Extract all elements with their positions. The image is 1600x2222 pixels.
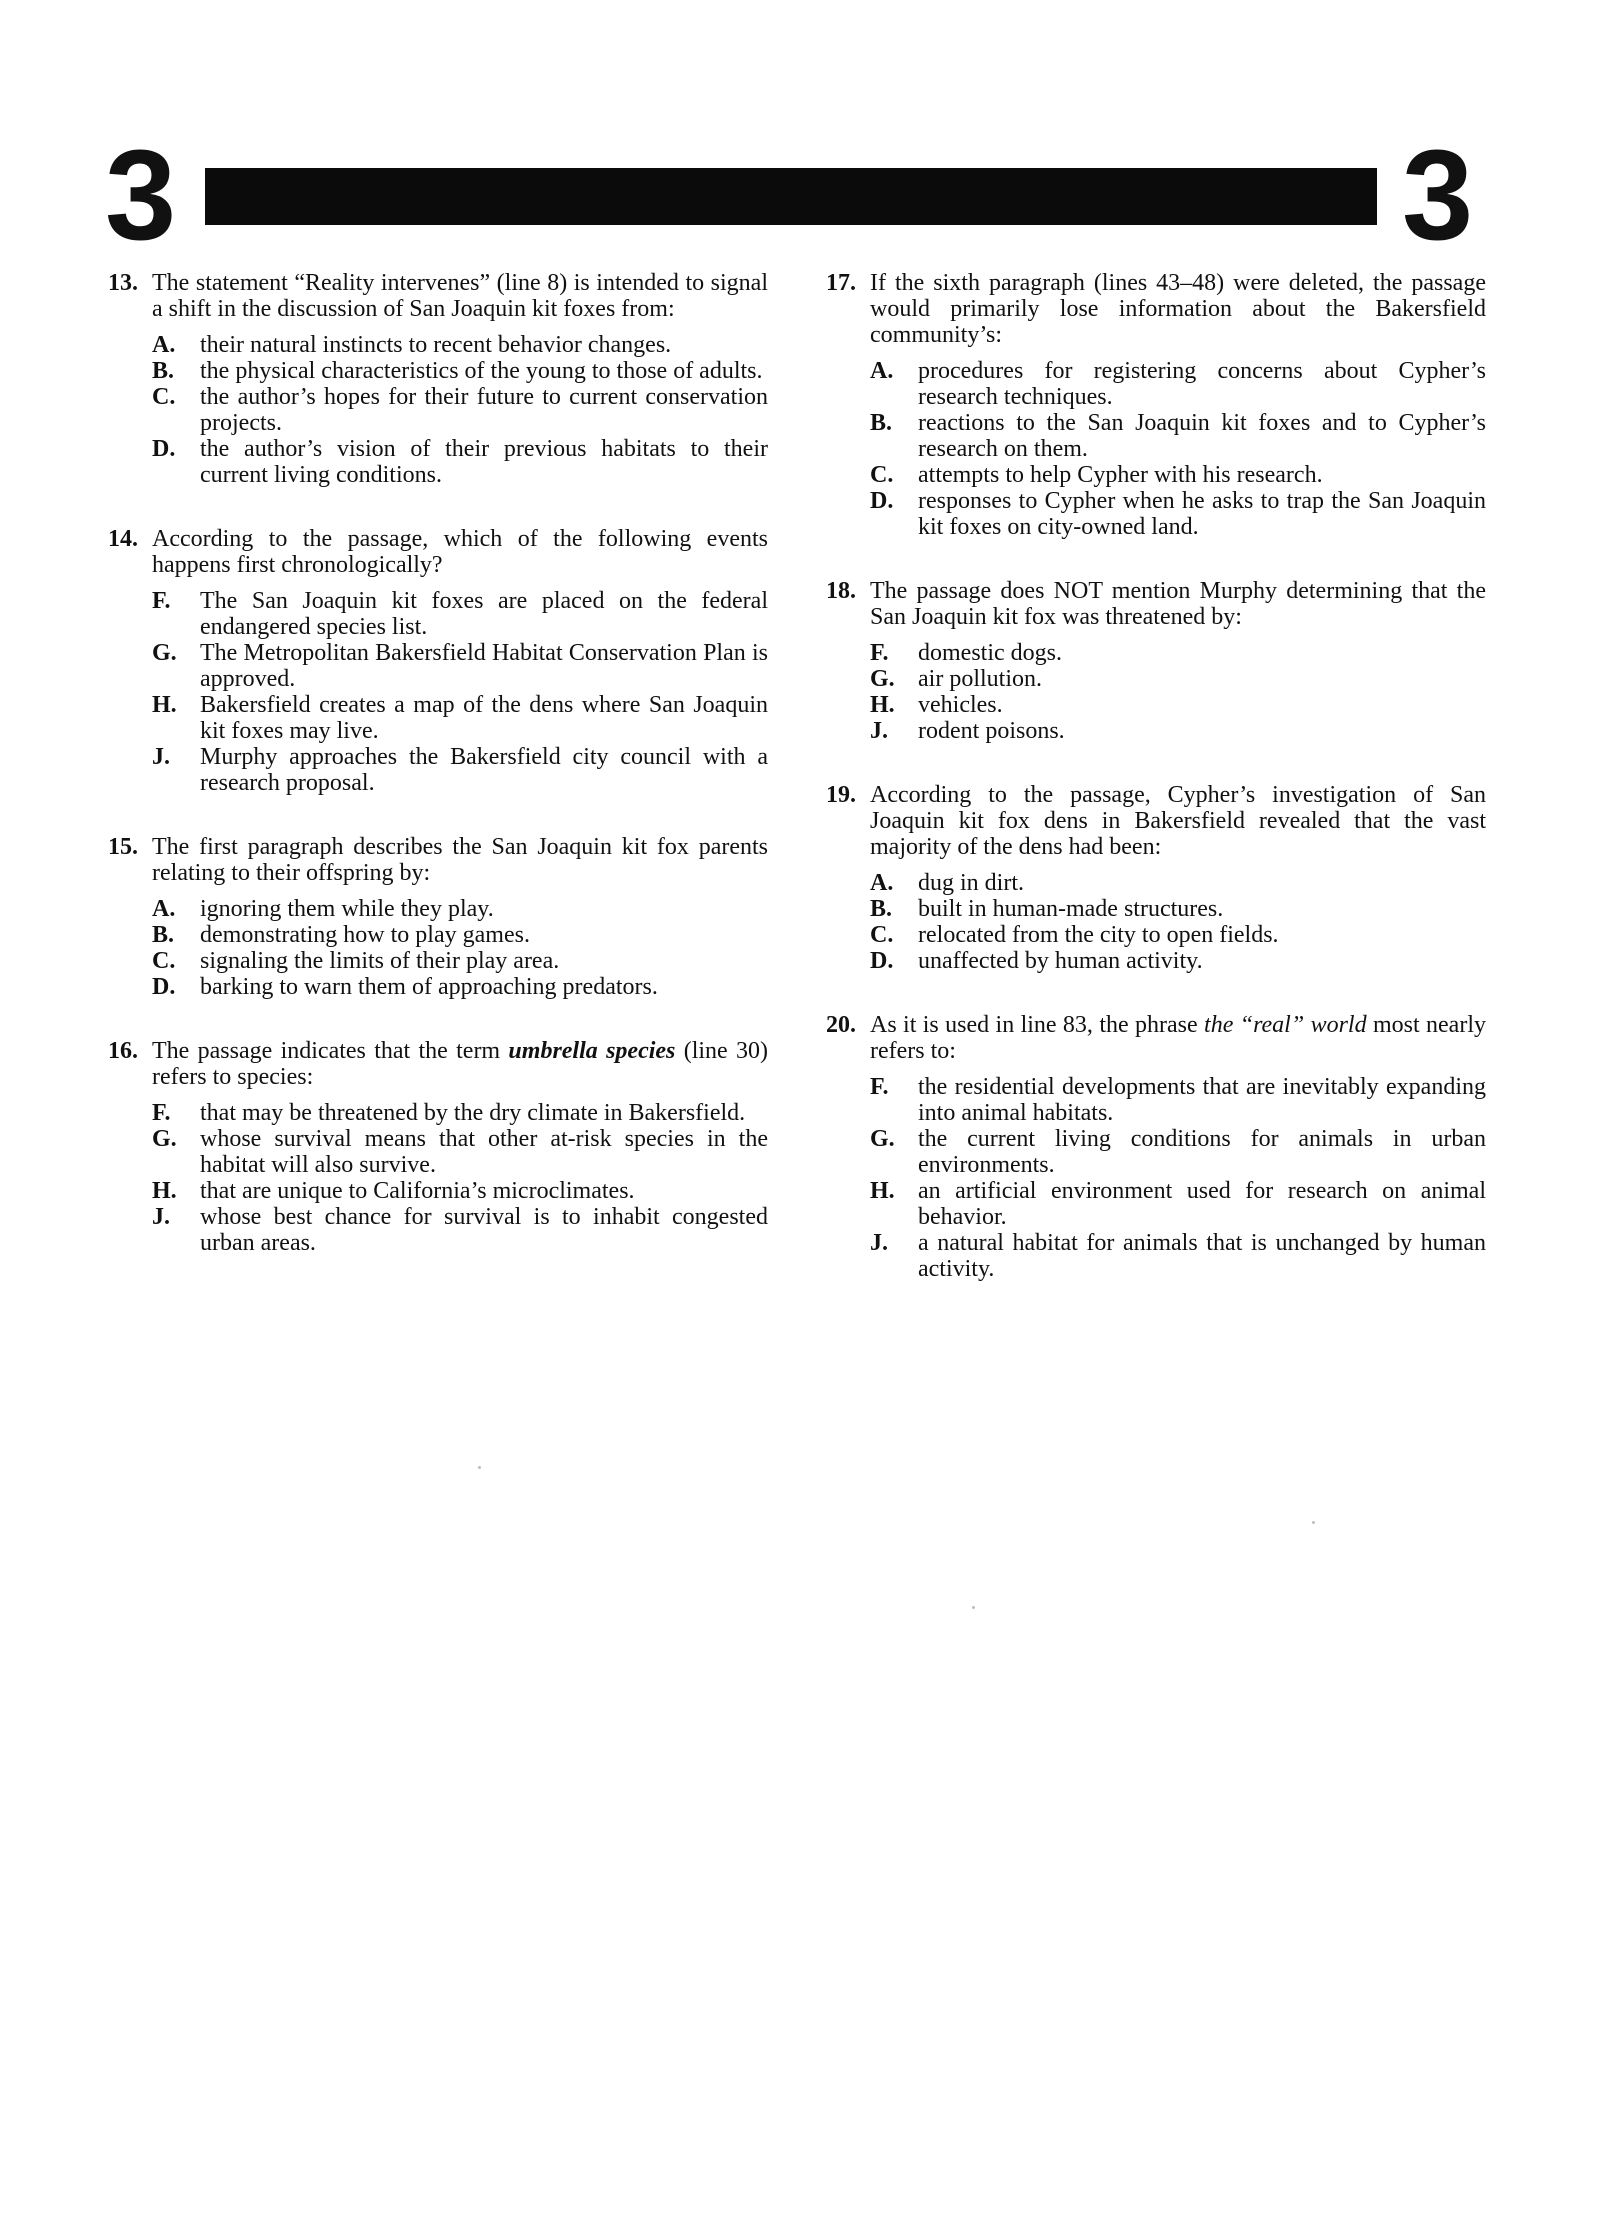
scan-speck (972, 1606, 975, 1609)
question-13 (108, 270, 768, 488)
answer-option[interactable] (870, 1126, 1486, 1178)
answer-option[interactable] (152, 588, 768, 640)
answer-option[interactable] (870, 896, 1486, 922)
question-number: 14. (108, 526, 138, 552)
option-letter: H. (870, 1178, 895, 1204)
option-letter: G. (870, 666, 895, 692)
question-number: 19. (826, 782, 856, 808)
answer-option[interactable] (152, 1100, 768, 1126)
question-19 (826, 782, 1486, 974)
option-letter: F. (870, 1074, 889, 1100)
option-letter: A. (152, 896, 176, 922)
answer-options (152, 1100, 768, 1256)
option-text: air pollution. (918, 666, 1042, 692)
option-text: responses to Cypher when he asks to trap the San Joaquin kit foxes on city-owned land. (918, 488, 1486, 540)
option-letter: C. (152, 948, 176, 974)
answer-options (870, 870, 1486, 974)
option-letter: C. (870, 922, 894, 948)
option-text: procedures for registering concerns about Cypher’s research techniques. (918, 358, 1486, 410)
question-stem: If the sixth paragraph (lines 43–48) were deleted, the passage would primarily lose information about the Bakersfield community’s: (870, 270, 1486, 348)
answer-option[interactable] (870, 488, 1486, 540)
question-stem: The passage does NOT mention Murphy determining that the San Joaquin kit fox was threatened by: (870, 578, 1486, 630)
option-letter: D. (152, 974, 176, 1000)
answer-option[interactable] (152, 692, 768, 744)
answer-option[interactable] (870, 870, 1486, 896)
option-letter: G. (152, 1126, 177, 1152)
answer-options (152, 332, 768, 488)
stem-term: umbrella species (508, 1038, 676, 1064)
answer-options (870, 1074, 1486, 1282)
question-number: 20. (826, 1012, 856, 1038)
answer-option[interactable] (870, 692, 1486, 718)
option-letter: B. (870, 896, 893, 922)
option-text: the physical characteristics of the young to those of adults. (200, 358, 763, 384)
option-text: unaffected by human activity. (918, 948, 1203, 974)
stem-phrase: the “real” world (1204, 1012, 1367, 1038)
question-number: 16. (108, 1038, 138, 1064)
option-text: signaling the limits of their play area. (200, 948, 560, 974)
option-letter: B. (152, 922, 175, 948)
option-letter: G. (152, 640, 177, 666)
option-text: the author’s hopes for their future to current conservation projects. (200, 384, 768, 436)
answer-option[interactable] (870, 718, 1486, 744)
option-text: The Metropolitan Bakersfield Habitat Conservation Plan is approved. (200, 640, 768, 692)
answer-option[interactable] (152, 744, 768, 796)
option-text: a natural habitat for animals that is unchanged by human activity. (918, 1230, 1486, 1282)
option-letter: C. (152, 384, 176, 410)
answer-option[interactable] (870, 358, 1486, 410)
option-letter: A. (152, 332, 176, 358)
option-text: the current living conditions for animals in urban environments. (918, 1126, 1486, 1178)
answer-option[interactable] (152, 974, 768, 1000)
stem-text: most nearly refers to: (870, 1012, 1486, 1064)
question-number: 18. (826, 578, 856, 604)
option-text: an artificial environment used for research on animal behavior. (918, 1178, 1486, 1230)
question-15 (108, 834, 768, 1000)
option-letter: D. (870, 948, 894, 974)
answer-option[interactable] (870, 462, 1486, 488)
answer-option[interactable] (870, 1230, 1486, 1282)
option-text: dug in dirt. (918, 870, 1024, 896)
question-stem (870, 1012, 1486, 1064)
section-number-left: 3 (105, 124, 177, 267)
question-16 (108, 1038, 768, 1256)
answer-options (870, 640, 1486, 744)
answer-option[interactable] (870, 640, 1486, 666)
answer-option[interactable] (870, 666, 1486, 692)
answer-option[interactable] (152, 436, 768, 488)
option-letter: C. (870, 462, 894, 488)
option-letter: F. (152, 1100, 171, 1126)
option-text: The San Joaquin kit foxes are placed on the federal endangered species list. (200, 588, 768, 640)
question-18 (826, 578, 1486, 744)
option-letter: J. (152, 744, 170, 770)
section-number-right: 3 (1402, 124, 1474, 267)
question-stem: The first paragraph describes the San Joaquin kit fox parents relating to their offspring by: (152, 834, 768, 886)
answer-option[interactable] (152, 896, 768, 922)
option-letter: J. (870, 718, 888, 744)
question-20 (826, 1012, 1486, 1282)
answer-option[interactable] (152, 332, 768, 358)
stem-text: (line 30) refers to species: (152, 1038, 768, 1090)
option-text: vehicles. (918, 692, 1003, 718)
answer-option[interactable] (870, 948, 1486, 974)
answer-options (152, 896, 768, 1000)
left-column (108, 270, 768, 1294)
option-text: whose best chance for survival is to inhabit congested urban areas. (200, 1204, 768, 1256)
answer-option[interactable] (152, 640, 768, 692)
option-letter: F. (870, 640, 889, 666)
option-text: whose survival means that other at-risk species in the habitat will also survive. (200, 1126, 768, 1178)
question-number: 15. (108, 834, 138, 860)
answer-option[interactable] (152, 1126, 768, 1178)
question-stem (152, 1038, 768, 1090)
option-letter: H. (152, 692, 177, 718)
option-letter: B. (152, 358, 175, 384)
option-text: reactions to the San Joaquin kit foxes and to Cypher’s research on them. (918, 410, 1486, 462)
option-text: rodent poisons. (918, 718, 1065, 744)
scan-speck (478, 1466, 481, 1469)
option-text: domestic dogs. (918, 640, 1062, 666)
option-letter: G. (870, 1126, 895, 1152)
option-letter: B. (870, 410, 893, 436)
option-text: their natural instincts to recent behavior changes. (200, 332, 672, 358)
answer-option[interactable] (870, 1178, 1486, 1230)
option-text: demonstrating how to play games. (200, 922, 530, 948)
scan-speck (1312, 1521, 1315, 1524)
option-letter: H. (152, 1178, 177, 1204)
section-bar (205, 168, 1377, 225)
question-17 (826, 270, 1486, 540)
answer-option[interactable] (152, 1178, 768, 1204)
option-text: the residential developments that are inevitably expanding into animal habitats. (918, 1074, 1486, 1126)
question-14 (108, 526, 768, 796)
section-header (0, 0, 1600, 267)
option-letter: A. (870, 358, 894, 384)
answer-option[interactable] (152, 948, 768, 974)
answer-option[interactable] (152, 922, 768, 948)
answer-option[interactable] (152, 384, 768, 436)
option-letter: D. (870, 488, 894, 514)
answer-option[interactable] (870, 922, 1486, 948)
option-text: Bakersfield creates a map of the dens where San Joaquin kit foxes may live. (200, 692, 768, 744)
stem-text: As it is used in line 83, the phrase (870, 1012, 1205, 1038)
option-letter: A. (870, 870, 894, 896)
question-stem: According to the passage, Cypher’s investigation of San Joaquin kit fox dens in Bakersfield revealed that the vast majority of the dens had been: (870, 782, 1486, 860)
option-text: the author’s vision of their previous habitats to their current living conditions. (200, 436, 768, 488)
option-letter: F. (152, 588, 171, 614)
option-text: relocated from the city to open fields. (918, 922, 1279, 948)
answer-option[interactable] (870, 410, 1486, 462)
option-letter: D. (152, 436, 176, 462)
option-text: ignoring them while they play. (200, 896, 494, 922)
right-column (826, 270, 1486, 1320)
option-letter: J. (152, 1204, 170, 1230)
question-number: 13. (108, 270, 138, 296)
answer-option[interactable] (870, 1074, 1486, 1126)
option-text: built in human-made structures. (918, 896, 1224, 922)
option-letter: J. (870, 1230, 888, 1256)
stem-text: The passage indicates that the term (152, 1038, 509, 1064)
answer-option[interactable] (152, 1204, 768, 1256)
option-text: barking to warn them of approaching predators. (200, 974, 658, 1000)
answer-options (870, 358, 1486, 540)
question-number: 17. (826, 270, 856, 296)
option-text: attempts to help Cypher with his research. (918, 462, 1323, 488)
answer-option[interactable] (152, 358, 768, 384)
question-stem: According to the passage, which of the following events happens first chronologically? (152, 526, 768, 578)
option-text: that may be threatened by the dry climate in Bakersfield. (200, 1100, 746, 1126)
option-letter: H. (870, 692, 895, 718)
option-text: Murphy approaches the Bakersfield city council with a research proposal. (200, 744, 768, 796)
option-text: that are unique to California’s microclimates. (200, 1178, 635, 1204)
question-stem: The statement “Reality intervenes” (line 8) is intended to signal a shift in the discussion of San Joaquin kit foxes from: (152, 270, 768, 322)
answer-options (152, 588, 768, 796)
